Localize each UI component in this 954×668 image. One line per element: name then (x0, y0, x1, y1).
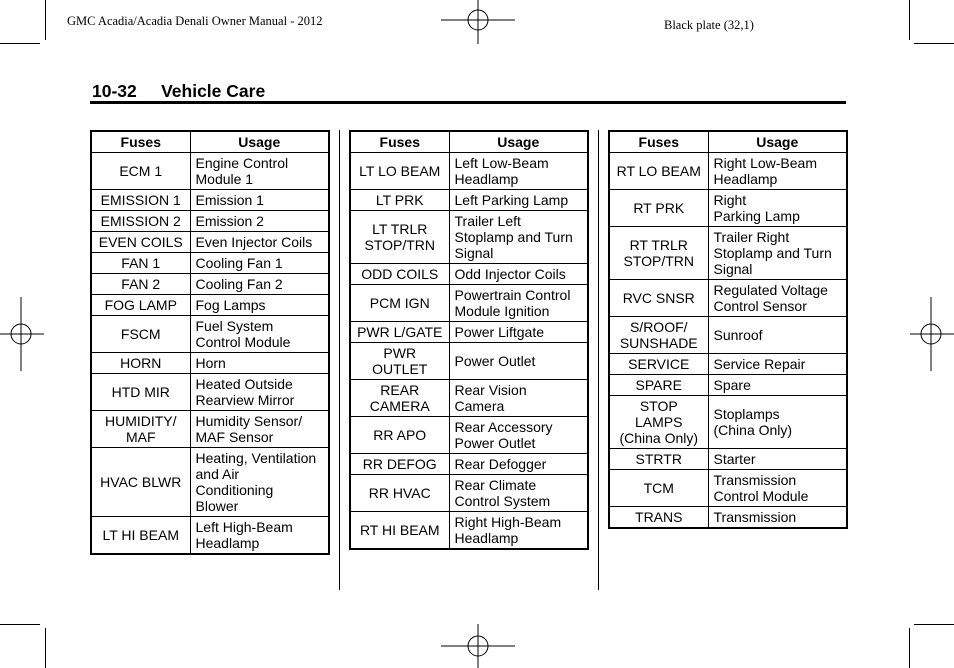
fuse-name: PCM IGN (350, 285, 449, 322)
table-row (91, 211, 329, 232)
fuse-usage: Transmission Control Module (708, 470, 847, 507)
fuse-usage: Engine Control Module 1 (190, 153, 329, 190)
table-row (609, 470, 847, 507)
fuse-name: EMISSION 2 (91, 211, 190, 232)
table-row (350, 454, 588, 475)
fuse-usage: Right High-Beam Headlamp (449, 512, 588, 550)
table-row (91, 153, 329, 190)
crop-mark (914, 43, 954, 44)
table-row (609, 190, 847, 227)
crop-mark (45, 0, 46, 40)
fuse-name: LT LO BEAM (350, 153, 449, 190)
fuse-usage: Even Injector Coils (190, 232, 329, 253)
fuse-usage: Odd Injector Coils (449, 264, 588, 285)
fuse-name: EMISSION 1 (91, 190, 190, 211)
fuse-usage: Fog Lamps (190, 295, 329, 316)
fuse-usage: Rear Defogger (449, 454, 588, 475)
fuses-column-header: Fuses (609, 131, 708, 153)
fuse-name: STOP LAMPS (China Only) (609, 396, 708, 449)
fuse-usage: Sunroof (708, 317, 847, 354)
fuse-usage: Right Parking Lamp (708, 190, 847, 227)
table-row (91, 253, 329, 274)
crop-mark (45, 628, 46, 668)
fuse-usage: Starter (708, 449, 847, 470)
table-row (609, 375, 847, 396)
fuse-usage: Stoplamps (China Only) (708, 396, 847, 449)
fuse-usage: Emission 2 (190, 211, 329, 232)
fuse-name: RT PRK (609, 190, 708, 227)
table-row (350, 322, 588, 343)
fuse-usage: Rear Climate Control System (449, 475, 588, 512)
table-row (350, 512, 588, 550)
fuse-name: SERVICE (609, 354, 708, 375)
table-row (609, 354, 847, 375)
fuse-name: RT LO BEAM (609, 153, 708, 190)
fuse-name: HUMIDITY/ MAF (91, 411, 190, 448)
fuse-name: RR DEFOG (350, 454, 449, 475)
crop-mark (0, 624, 40, 625)
registration-mark-icon (0, 297, 44, 371)
table-header-row (350, 131, 588, 153)
fuse-usage: Fuel System Control Module (190, 316, 329, 353)
fuses-column-header: Fuses (350, 131, 449, 153)
fuse-name: REAR CAMERA (350, 380, 449, 417)
fuse-usage: Left Parking Lamp (449, 190, 588, 211)
registration-mark-icon (910, 297, 954, 371)
table-row (609, 449, 847, 470)
fuse-name: HORN (91, 353, 190, 374)
fuse-usage: Humidity Sensor/ MAF Sensor (190, 411, 329, 448)
table-row (91, 316, 329, 353)
crop-mark (909, 0, 910, 40)
table-row (91, 232, 329, 253)
fuse-name: EVEN COILS (91, 232, 190, 253)
fuse-usage: Service Repair (708, 354, 847, 375)
manual-title: GMC Acadia/Acadia Denali Owner Manual - 2012 (67, 14, 323, 28)
fuse-name: FAN 1 (91, 253, 190, 274)
table-row (350, 190, 588, 211)
fuse-usage: Rear Vision Camera (449, 380, 588, 417)
fuse-name: RT TRLR STOP/TRN (609, 227, 708, 280)
fuse-usage: Horn (190, 353, 329, 374)
fuse-name: ECM 1 (91, 153, 190, 190)
table-row (350, 264, 588, 285)
table-row (91, 353, 329, 374)
fuse-usage: Left High-Beam Headlamp (190, 517, 329, 555)
table-row (350, 343, 588, 380)
usage-column-header: Usage (190, 131, 329, 153)
fuse-name: RR HVAC (350, 475, 449, 512)
fuse-usage: Cooling Fan 2 (190, 274, 329, 295)
fuse-usage: Regulated Voltage Control Sensor (708, 280, 847, 317)
fuse-name: LT TRLR STOP/TRN (350, 211, 449, 264)
fuse-name: LT HI BEAM (91, 517, 190, 555)
table-row (350, 417, 588, 454)
table-row (91, 274, 329, 295)
fuse-name: FAN 2 (91, 274, 190, 295)
registration-mark-icon (441, 624, 515, 668)
registration-mark-icon (441, 0, 515, 44)
table-row (91, 374, 329, 411)
fuse-name: SPARE (609, 375, 708, 396)
title-rule (90, 101, 846, 104)
table-row (609, 227, 847, 280)
table-row (91, 517, 329, 555)
table-row (350, 211, 588, 264)
fuse-usage: Heating, Ventilation and Air Conditioning Blower (190, 448, 329, 517)
fuses-column-header: Fuses (91, 131, 190, 153)
table-row (609, 317, 847, 354)
table-row (350, 475, 588, 512)
fuse-table-2 (349, 130, 589, 550)
fuse-name: ODD COILS (350, 264, 449, 285)
fuse-name: FSCM (91, 316, 190, 353)
fuse-usage: Power Outlet (449, 343, 588, 380)
usage-column-header: Usage (708, 131, 847, 153)
fuse-usage: Spare (708, 375, 847, 396)
table-row (609, 280, 847, 317)
crop-mark (0, 43, 40, 44)
crop-mark (914, 624, 954, 625)
fuse-name: TRANS (609, 507, 708, 529)
page-number: 10-32 (92, 81, 137, 101)
page-title (92, 81, 265, 102)
fuse-name: LT PRK (350, 190, 449, 211)
fuse-name: S/ROOF/ SUNSHADE (609, 317, 708, 354)
fuse-usage: Trailer Left Stoplamp and Turn Signal (449, 211, 588, 264)
fuse-name: STRTR (609, 449, 708, 470)
table-row (91, 295, 329, 316)
fuse-name: RT HI BEAM (350, 512, 449, 550)
table-row (609, 153, 847, 190)
fuse-usage: Heated Outside Rearview Mirror (190, 374, 329, 411)
fuse-usage: Cooling Fan 1 (190, 253, 329, 274)
fuse-usage: Emission 1 (190, 190, 329, 211)
fuse-table-1 (90, 130, 330, 555)
table-row (350, 380, 588, 417)
fuse-usage: Trailer Right Stoplamp and Turn Signal (708, 227, 847, 280)
column-divider (598, 130, 599, 590)
crop-mark (909, 628, 910, 668)
fuse-usage: Powertrain Control Module Ignition (449, 285, 588, 322)
fuse-name: HTD MIR (91, 374, 190, 411)
table-row (350, 153, 588, 190)
fuse-usage: Right Low-Beam Headlamp (708, 153, 847, 190)
fuse-name: RVC SNSR (609, 280, 708, 317)
fuse-name: FOG LAMP (91, 295, 190, 316)
table-row (609, 396, 847, 449)
fuse-name: TCM (609, 470, 708, 507)
fuse-usage: Power Liftgate (449, 322, 588, 343)
table-row (91, 411, 329, 448)
table-row (91, 190, 329, 211)
fuse-name: RR APO (350, 417, 449, 454)
usage-column-header: Usage (449, 131, 588, 153)
fuse-usage: Transmission (708, 507, 847, 529)
fuse-name: HVAC BLWR (91, 448, 190, 517)
table-header-row (609, 131, 847, 153)
table-row (609, 507, 847, 529)
fuse-name: PWR OUTLET (350, 343, 449, 380)
fuse-name: PWR L/GATE (350, 322, 449, 343)
table-row (350, 285, 588, 322)
fuse-usage: Left Low-Beam Headlamp (449, 153, 588, 190)
table-row (91, 448, 329, 517)
fuse-table-3 (608, 130, 848, 529)
table-header-row (91, 131, 329, 153)
fuse-usage: Rear Accessory Power Outlet (449, 417, 588, 454)
column-divider (339, 130, 340, 590)
section-name: Vehicle Care (161, 81, 266, 101)
plate-label: Black plate (32,1) (664, 18, 754, 32)
